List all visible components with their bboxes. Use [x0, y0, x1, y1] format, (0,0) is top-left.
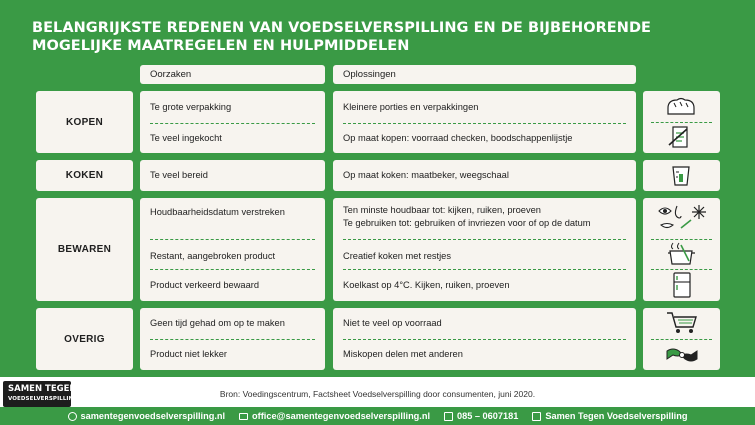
divider — [651, 122, 712, 123]
solutions-header-label: Oplossingen — [343, 69, 396, 80]
solutions-koken — [333, 160, 636, 191]
causes-header — [140, 65, 325, 84]
divider — [150, 339, 315, 340]
footer-website[interactable] — [68, 411, 226, 421]
solution-kopen-1: Kleinere porties en verpakkingen — [343, 102, 479, 112]
logo-line-2: VOEDSELVERSPILLING — [8, 396, 78, 402]
category-bewaren-label: BEWAREN — [57, 244, 112, 255]
solution-bewaren-1a: Ten minste houdbaar tot: kijken, ruiken, proeven — [343, 205, 541, 215]
solutions-overig — [333, 308, 636, 370]
solution-overig-2: Miskopen delen met anderen — [343, 349, 463, 359]
footer-phone-label: 085 – 0607181 — [457, 411, 519, 421]
solutions-kopen — [333, 91, 636, 153]
category-bewaren — [36, 198, 133, 301]
category-overig — [36, 308, 133, 370]
solution-overig-1: Niet te veel op voorraad — [343, 318, 442, 328]
causes-overig — [140, 308, 325, 370]
footer-linkedin[interactable] — [532, 411, 687, 421]
bread-icon — [665, 96, 697, 118]
solution-bewaren-2: Creatief koken met restjes — [343, 251, 451, 261]
cause-kopen-1: Te grote verpakking — [150, 102, 232, 112]
page-title — [32, 19, 732, 55]
cause-bewaren-1: Houdbaarheidsdatum verstreken — [150, 207, 285, 217]
cause-bewaren-3: Product verkeerd bewaard — [150, 280, 260, 290]
logo-line-1: SAMEN TEGEN — [8, 384, 77, 394]
cause-bewaren-2: Restant, aangebroken product — [150, 251, 276, 261]
eye-nose-mouth-snowflake-icon — [657, 202, 709, 234]
globe-icon — [68, 412, 77, 421]
divider — [343, 339, 626, 340]
cooking-pot-icon — [667, 241, 697, 267]
causes-header-label: Oorzaken — [150, 69, 192, 80]
title-line-1: BELANGRIJKSTE REDENEN VAN VOEDSELVERSPILLING EN DE BIJBEHORENDE — [32, 20, 651, 36]
measuring-cup-icon — [670, 164, 692, 188]
footer-website-label: samentegenvoedselverspilling.nl — [80, 411, 226, 421]
category-koken-label: KOKEN — [65, 170, 104, 181]
solution-koken-1: Op maat koken: maatbeker, weegschaal — [343, 170, 509, 180]
icons-kopen — [643, 91, 720, 153]
category-kopen — [36, 91, 133, 153]
icons-bewaren — [643, 198, 720, 301]
divider — [651, 339, 712, 340]
sharing-hands-icon — [665, 345, 699, 365]
category-kopen-label: KOPEN — [65, 116, 104, 128]
title-line-2: MOGELIJKE MAATREGELEN EN HULPMIDDELEN — [32, 38, 410, 54]
divider — [651, 269, 712, 270]
shopping-cart-icon — [666, 311, 698, 335]
divider — [343, 239, 626, 240]
divider — [343, 123, 626, 124]
divider — [343, 269, 626, 270]
category-koken — [36, 160, 133, 191]
phone-icon — [444, 412, 453, 421]
cause-kopen-2: Te veel ingekocht — [150, 133, 222, 143]
footer-linkedin-label: Samen Tegen Voedselverspilling — [545, 411, 688, 421]
divider — [150, 269, 315, 270]
solutions-header — [333, 65, 636, 84]
footer-email-label: office@samentegenvoedselverspilling.nl — [252, 411, 431, 421]
source-citation: Bron: Voedingscentrum, Factsheet Voedselverspilling door consumenten, juni 2020. — [219, 389, 536, 399]
icons-koken — [643, 160, 720, 191]
linkedin-icon — [532, 412, 541, 421]
cause-overig-1: Geen tijd gehad om op te maken — [150, 318, 285, 328]
shopping-list-icon — [667, 125, 695, 149]
solution-bewaren-1b: Te gebruiken tot: gebruiken of invriezen voor of op de datum — [343, 218, 591, 228]
cause-overig-2: Product niet lekker — [150, 349, 227, 359]
footer-email[interactable] — [239, 411, 430, 421]
fridge-icon — [671, 272, 693, 298]
footer-bar — [0, 407, 755, 425]
cause-koken-1: Te veel bereid — [150, 170, 208, 180]
solutions-bewaren — [333, 198, 636, 301]
divider — [150, 239, 315, 240]
solution-bewaren-3: Koelkast op 4°C. Kijken, ruiken, proeven — [343, 280, 510, 290]
divider — [651, 239, 712, 240]
envelope-icon — [239, 413, 248, 420]
solution-kopen-2: Op maat kopen: voorraad checken, boodschappenlijstje — [343, 133, 573, 143]
causes-kopen — [140, 91, 325, 153]
causes-koken — [140, 160, 325, 191]
icons-overig — [643, 308, 720, 370]
footer-phone[interactable] — [444, 411, 518, 421]
divider — [150, 123, 315, 124]
causes-bewaren — [140, 198, 325, 301]
category-overig-label: OVERIG — [64, 333, 105, 345]
